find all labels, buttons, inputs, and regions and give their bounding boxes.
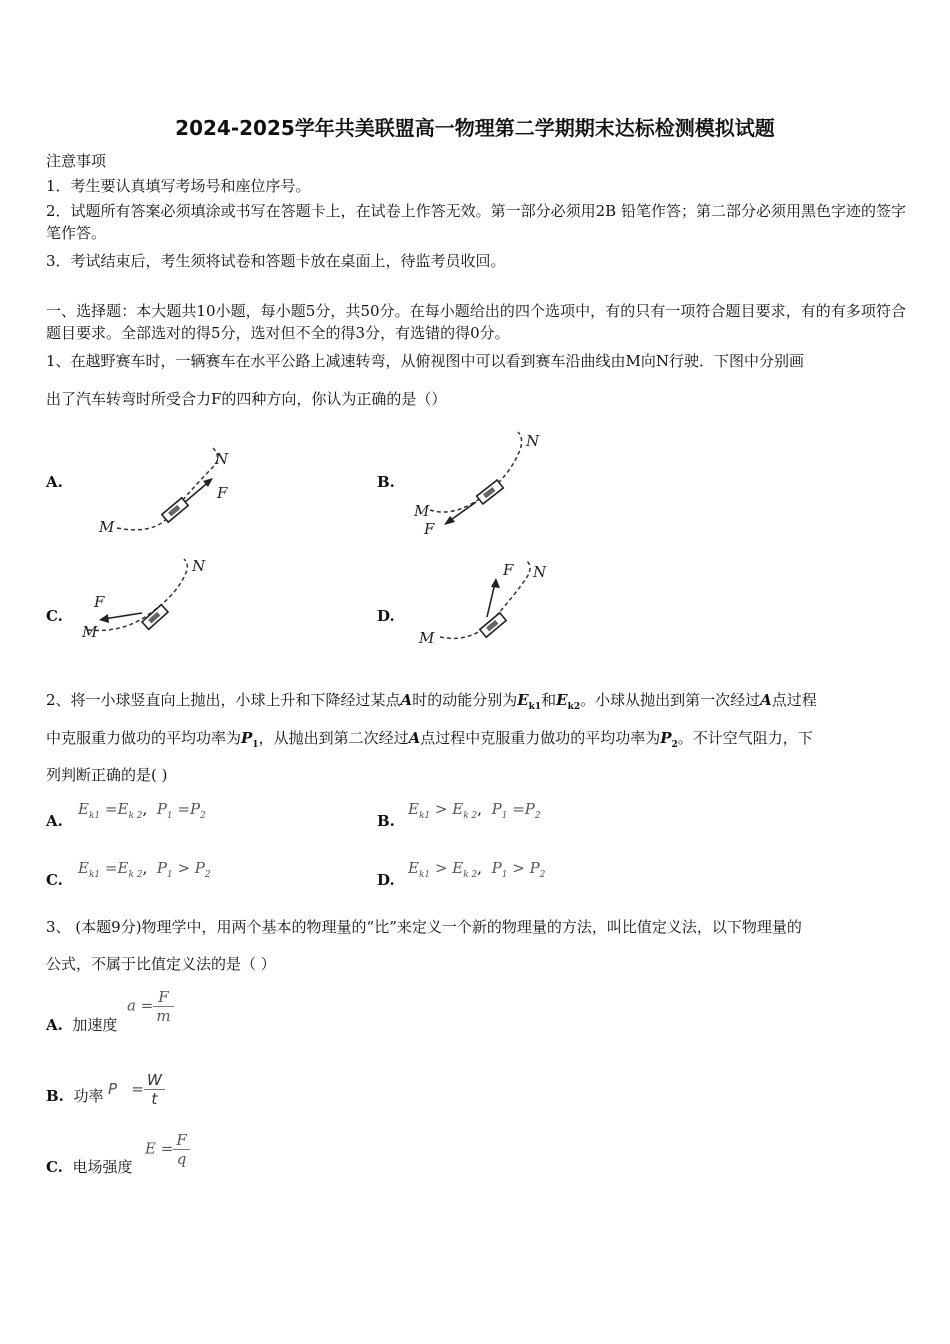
- q1-figure-a-label-m: M: [99, 518, 115, 536]
- q3-option-b-formula: P = $\frac{W}{t}$: [108, 1071, 165, 1108]
- q2-option-a-formula: $E_{k1} =E_{k 2}$, $P_1 =P_2$: [78, 800, 206, 821]
- q1-figure-b: [410, 430, 560, 540]
- q1-figure-b-label-f: F: [424, 520, 435, 538]
- q3-option-c[interactable]: C. 电场强度: [46, 1158, 133, 1176]
- q1-option-d-label[interactable]: D.: [377, 607, 395, 625]
- q2-line-1: 2、将一小球竖直向上抛出，小球上升和下降经过某点A时的动能分别为$E_{k1}$和$E_{k2}$。小球从抛出到第一次经过A点过程: [46, 691, 817, 712]
- q3-option-a[interactable]: A. 加速度: [46, 1016, 118, 1034]
- q1-figure-b-label-m: M: [414, 502, 430, 520]
- q2-option-b-formula: $E_{k1} > E_{k 2}$, $P_1 =P_2$: [408, 800, 541, 821]
- q1-figure-a-label-n: N: [215, 450, 229, 468]
- q2-option-c-formula: $E_{k1} =E_{k 2}$, $P_1 > P_2$: [78, 859, 211, 880]
- q1-figure-c-label-n: N: [192, 557, 206, 575]
- q1-figure-a-label-f: F: [217, 484, 228, 502]
- q1-figure-a: [95, 440, 245, 540]
- q1-figure-d-label-m: M: [419, 629, 435, 647]
- page-title: 2024-2025学年共美联盟高一物理第二学期期末达标检测模拟试题: [175, 116, 775, 140]
- q3-line-1: 3、 (本题9分)物理学中，用两个基本的物理量的“比”来定义一个新的物理量的方法，叫比值定义法，以下物理量的: [46, 918, 802, 936]
- q1-option-a-label[interactable]: A.: [46, 473, 63, 491]
- q2-line-3: 列判断正确的是( ): [46, 766, 168, 784]
- q2-option-d-label[interactable]: D.: [377, 871, 395, 889]
- q2-line-2: 中克服重力做功的平均功率为$P_1$，从抛出到第二次经过A点过程中克服重力做功的平均功率为$P_2$。不计空气阻力，下: [46, 729, 813, 750]
- q3-option-c-formula: E = $\frac{F}{q}$: [145, 1131, 190, 1168]
- q2-option-d-formula: $E_{k1} > E_{k 2}$, $P_1 > P_2$: [408, 859, 546, 880]
- q1-figure-c: [80, 555, 230, 655]
- notice-item-1: 1．考生要认真填写考场号和座位序号。: [46, 177, 311, 195]
- q3-option-a-formula: a = $\frac{F}{m}$: [127, 988, 174, 1025]
- q1-figure-c-label-m: M: [82, 623, 98, 641]
- q1-line-1: 1、在越野赛车时，一辆赛车在水平公路上减速转弯，从俯视图中可以看到赛车沿曲线由M向N行驶．下图中分别画: [46, 352, 805, 370]
- q3-option-b[interactable]: B. 功率: [46, 1087, 104, 1105]
- q1-option-b-label[interactable]: B.: [377, 473, 395, 491]
- q1-figure-d-label-n: N: [533, 563, 547, 581]
- q1-figure-c-label-f: F: [94, 593, 105, 611]
- q3-line-2: 公式，不属于比值定义法的是（ ）: [46, 955, 276, 973]
- q1-figure-d: [415, 555, 565, 655]
- notice-item-2: 2．试题所有答案必须填涂或书写在答题卡上，在试卷上作答无效。第一部分必须用2B 铅笔作答；第二部分必须用黑色字迹的签字笔作答。: [46, 202, 906, 242]
- q2-option-c-label[interactable]: C.: [46, 871, 63, 889]
- notice-heading: 注意事项: [46, 152, 107, 170]
- q1-option-c-label[interactable]: C.: [46, 607, 63, 625]
- section-intro: 一、选择题：本大题共10小题，每小题5分，共50分。在每小题给出的四个选项中，有的只有一项符合题目要求，有的有多项符合题目要求。全部选对的得5分，选对但不全的得3分，有选错的得0分。: [46, 302, 906, 342]
- q1-figure-b-label-n: N: [526, 432, 540, 450]
- q1-line-2: 出了汽车转弯时所受合力F的四种方向，你认为正确的是（）: [46, 390, 447, 408]
- q1-figure-d-label-f: F: [503, 561, 514, 579]
- q2-option-a-label[interactable]: A.: [46, 812, 63, 830]
- q2-option-b-label[interactable]: B.: [377, 812, 395, 830]
- notice-item-3: 3．考试结束后，考生须将试卷和答题卡放在桌面上，待监考员收回。: [46, 252, 506, 270]
